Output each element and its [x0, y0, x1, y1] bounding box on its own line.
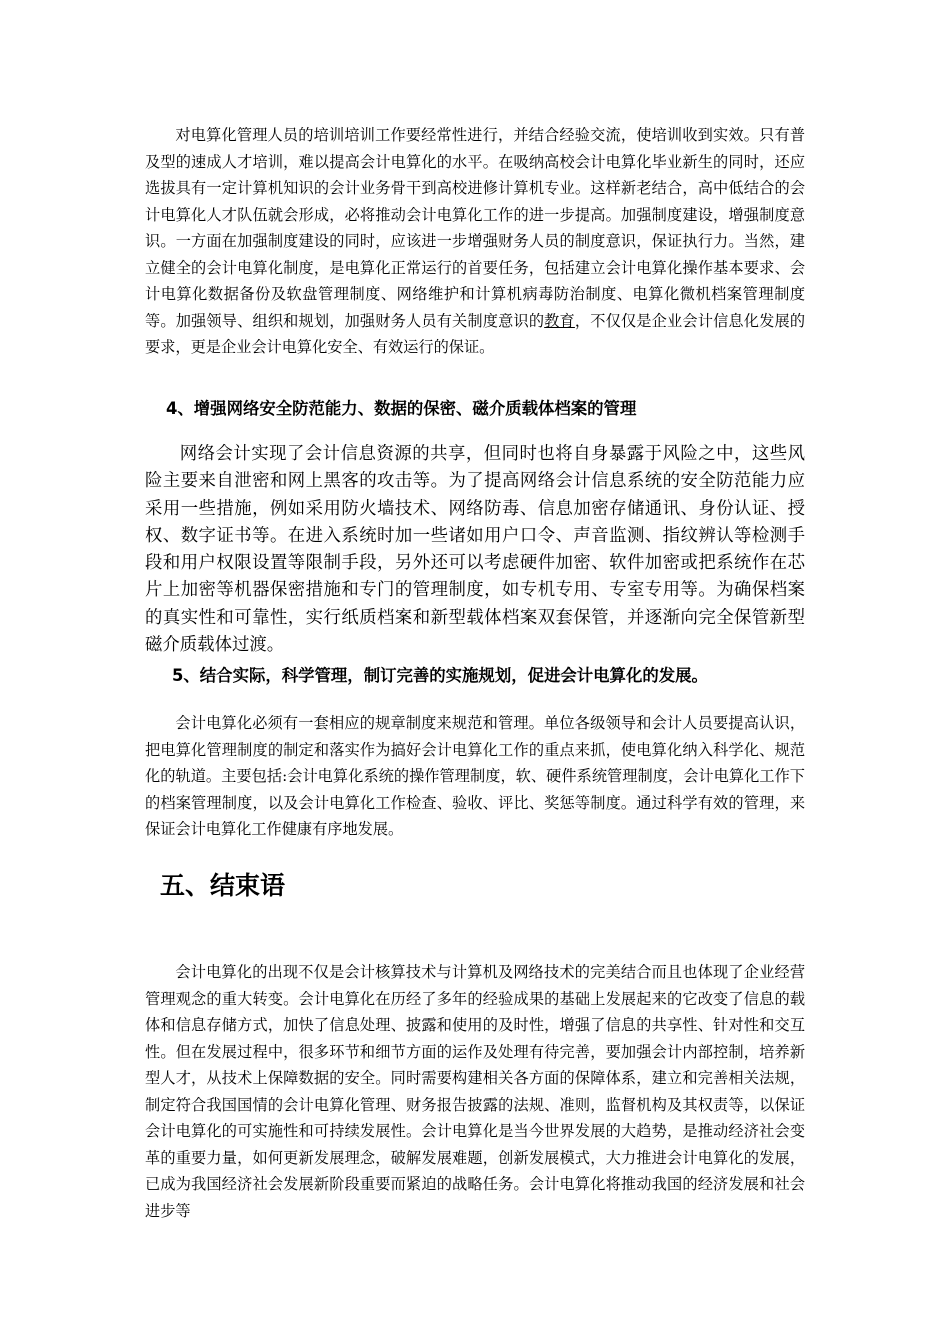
- paragraph-practical-management: 会计电算化必须有一套相应的规章制度来规范和管理。单位各级领导和会计人员要提高认识，把电算化管理制度的制定和落实作为搞好会计电算化工作的重点来抓，使电算化纳入科学化、规范化的轨道。主要包括:会计电算化系统的操作管理制度，软、硬件系统管理制度，会计电算化工作下的档案管理制度，以及会计电算化工作检查、验收、评比、奖惩等制度。通过科学有效的管理，来保证会计电算化工作健康有序地发展。: [145, 714, 805, 838]
- education-link[interactable]: 教育: [544, 311, 575, 330]
- heading-practical-management: 5、结合实际，科学管理，制订完善的实施规划，促进会计电算化的发展。: [172, 666, 708, 685]
- paragraph-training: [145, 122, 805, 361]
- paragraph-network-security: 网络会计实现了会计信息资源的共享，但同时也将自身暴露于风险之中，这些风险主要来自泄密和网上黑客的攻击等。为了提高网络会计信息系统的安全防范能力应采用一些措施，例如采用防火墙技术、网络防毒、信息加密存储通讯、身份认证、授权、数字证书等。在进入系统时加一些诸如用户口令、声音监测、指纹辨认等检测手段和用户权限设置等限制手段，另外还可以考虑硬件加密、软件加密或把系统作在芯片上加密等机器保密措施和专门的管理制度，如专机专用、专室专用等。为确保档案的真实性和可靠性，实行纸质档案和新型载体档案双套保管，并逐渐向完全保管新型磁介质载体过渡。: [145, 444, 805, 656]
- paragraph-conclusion: 会计电算化的出现不仅是会计核算技术与计算机及网络技术的完美结合而且也体现了企业经营管理观念的重大转变。会计电算化在历经了多年的经验成果的基础上发展起来的它改变了信息的载体和信息存储方式，加快了信息处理、披露和使用的及时性，增强了信息的共享性、针对性和交互性。但在发展过程中，很多环节和细节方面的运作及处理有待完善，要加强会计内部控制，培养新型人才，从技术上保障数据的安全。同时需要构建相关各方面的保障体系，建立和完善相关法规，制定符合我国国情的会计电算化管理、财务报告披露的法规、准则，监督机构及其权责等，以保证会计电算化的可实施性和可持续发展性。会计电算化是当今世界发展的大趋势，是推动经济社会变革的重要力量，如何更新发展理念，破解发展难题，创新发展模式，大力推进会计电算化的发展，已成为我国经济社会发展新阶段重要而紧迫的战略任务。会计电算化将推动我国的经济发展和社会进步等: [145, 963, 805, 1220]
- paragraph-text: 对电算化管理人员的培训培训工作要经常性进行，并结合经验交流，使培训收到实效。只有普及型的速成人才培训，难以提高会计电算化的水平。在吸纳高校会计电算化毕业新生的同时，还应选拔具有一定计算机知识的会计业务骨干到高校进修计算机专业。这样新老结合，高中低结合的会计电算化人才队伍就会形成，必将推动会计电算化工作的进一步提高。加强制度建设，增强制度意识。一方面在加强制度建设的同时，应该进一步增强财务人员的制度意识，保证执行力。当然，建立健全的会计电算化制度，是电算化正常运行的首要任务，包括建立会计电算化操作基本要求、会计电算化数据备份及软盘管理制度、网络维护和计算机病毒防治制度、电算化微机档案管理制度等。加强领导、组织和规划，加强财务人员有关制度意识的: [145, 126, 805, 330]
- paragraph-text: ，不仅仅是企业会计信息化发展的要求，更是企业会计电算化安全、有效运行的保证。: [145, 311, 806, 356]
- heading-network-security: 4、增强网络安全防范能力、数据的保密、磁介质载体档案的管理: [166, 399, 637, 418]
- section-title-conclusion: 五、结束语: [160, 871, 286, 900]
